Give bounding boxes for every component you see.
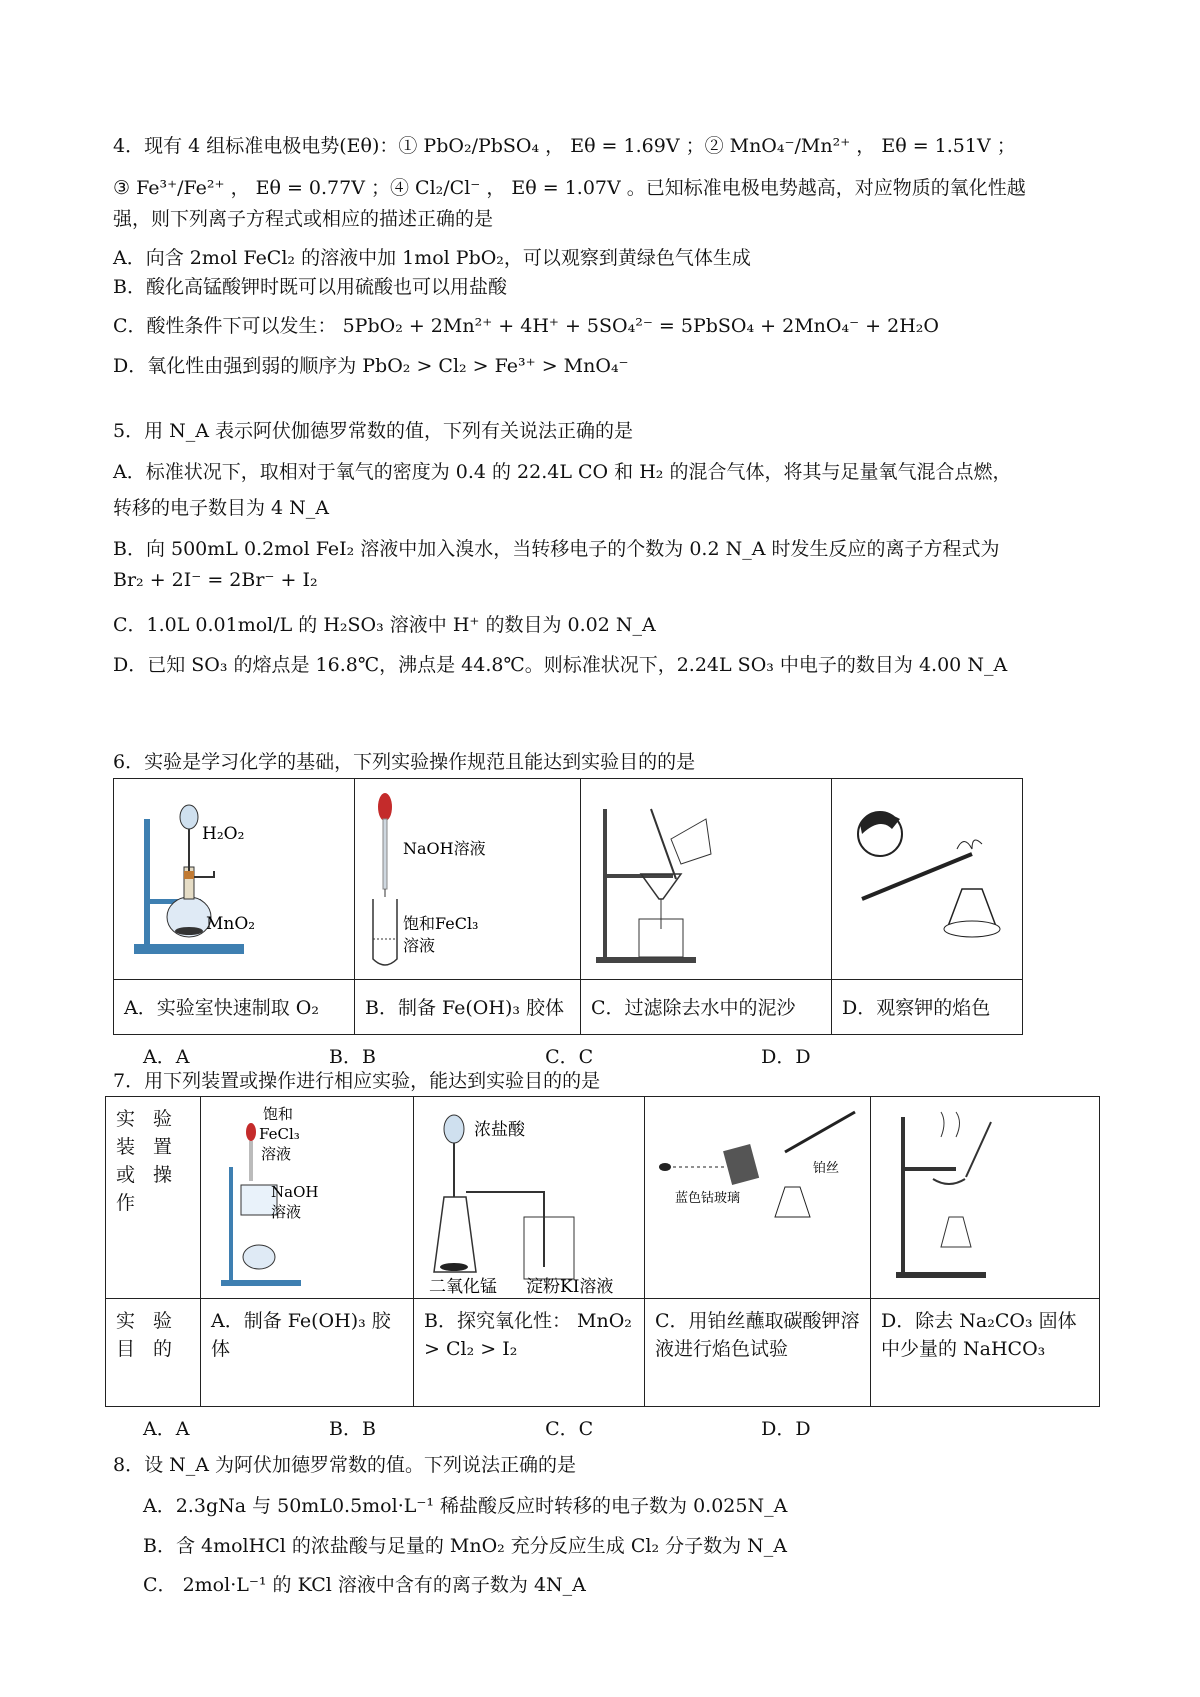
q7-a-label-3: 溶液: [261, 1145, 292, 1163]
q7-a-label-5: 溶液: [271, 1203, 302, 1221]
q5-option-a-line2: 转移的电子数目为 4 N_A: [113, 497, 330, 519]
q7-a-label-1: 饱和: [263, 1105, 294, 1123]
q6-stem: 6．实验是学习化学的基础，下列实验操作规范且能达到实验目的的是: [113, 751, 696, 773]
q7-b-label-2: 二氧化锰: [429, 1277, 497, 1297]
cobalt-glass-flame-diagram: [645, 1097, 870, 1297]
q7-options: [143, 1414, 911, 1441]
solution-label: 溶液: [403, 936, 436, 955]
q5-option-b-line1: B．向 500mL 0.2mol FeI₂ 溶液中加入溴水，当转移电子的个数为 0.2 N_A 时发生反应的离子方程式为: [113, 538, 1000, 560]
q6-table: [113, 778, 1023, 1035]
oxygen-generator-diagram: [114, 779, 354, 979]
q5-option-b-line2: Br₂ + 2I⁻ = 2Br⁻ + I₂: [113, 569, 318, 591]
q6-figure-d: [832, 779, 1023, 980]
q7-figure-d: [871, 1097, 1100, 1299]
q4-stem-line1: 4．现有 4 组标准电极电势(Eθ)：① PbO₂/PbSO₄ ， Eθ = 1.69V ；② MnO₄⁻/Mn²⁺ ， Eθ = 1.51V ；: [113, 135, 1016, 157]
q7-a-label-4: NaOH: [271, 1183, 319, 1201]
q6-cell-c: C．过滤除去水中的泥沙: [581, 980, 832, 1035]
mno2-label: MnO₂: [206, 914, 256, 934]
q7-figure-b: [414, 1097, 645, 1299]
q5-stem: 5．用 N_A 表示阿伏伽德罗常数的值，下列有关说法正确的是: [113, 420, 634, 442]
q5-option-d: D．已知 SO₃ 的熔点是 16.8℃，沸点是 44.8℃。则标准状况下，2.24L SO₃ 中电子的数目为 4.00 N_A: [113, 654, 1008, 676]
q6-option-d[interactable]: D．D: [761, 1046, 811, 1068]
q6-options: [143, 1042, 911, 1069]
colloid-prep-diagram: [201, 1097, 413, 1297]
q6-option-a[interactable]: A．A: [143, 1046, 190, 1068]
q6-cell-b: B．制备 Fe(OH)₃ 胶体: [355, 980, 581, 1035]
q6-figure-b: [355, 779, 581, 980]
q5-option-a-line1: A．标准状况下，取相对于氧气的密度为 0.4 的 22.4L CO 和 H₂ 的混合气体，将其与足量氧气混合点燃，: [113, 461, 1012, 483]
q7-b-label-3: 淀粉KI溶液: [526, 1277, 614, 1297]
q7-option-d[interactable]: D．D: [761, 1418, 811, 1440]
q7-table: [105, 1096, 1100, 1407]
q7-cell-a: A．制备 Fe(OH)₃ 胶体: [201, 1299, 414, 1407]
flame-test-diagram: [832, 779, 1022, 979]
h2o2-label: H₂O₂: [202, 824, 245, 844]
q7-row2-header: 实 验 目 的: [106, 1299, 201, 1407]
q4-stem-line2: ③ Fe³⁺/Fe²⁺ ， Eθ = 0.77V ；④ Cl₂/Cl⁻ ， Eθ = 1.07V 。已知标准电极电势越高，对应物质的氧化性越: [113, 177, 1026, 199]
q7-stem: 7．用下列装置或操作进行相应实验，能达到实验目的的是: [113, 1070, 601, 1092]
q7-option-a[interactable]: A．A: [143, 1418, 190, 1440]
q8-option-a: A．2.3gNa 与 50mL0.5mol·L⁻¹ 稀盐酸反应时转移的电子数为 0.025N_A: [143, 1495, 788, 1517]
q7-figure-a: [201, 1097, 414, 1299]
q7-row1-header: 实 验 装 置 或 操 作: [106, 1097, 201, 1299]
q8-stem: 8．设 N_A 为阿伏加德罗常数的值。下列说法正确的是: [113, 1454, 577, 1476]
q6-option-b[interactable]: B．B: [329, 1046, 376, 1068]
q8-option-c: C． 2mol·L⁻¹ 的 KCl 溶液中含有的离子数为 4N_A: [143, 1574, 586, 1596]
q7-b-label-1: 浓盐酸: [474, 1120, 525, 1140]
filtration-diagram: [581, 779, 831, 979]
q8-option-b: B．含 4molHCl 的浓盐酸与足量的 MnO₂ 充分反应生成 Cl₂ 分子数为 N_A: [143, 1535, 788, 1557]
heating-solid-diagram: [871, 1097, 1099, 1297]
chlorine-generator-diagram: [414, 1097, 644, 1297]
q6-figure-a: [114, 779, 355, 980]
q7-option-b[interactable]: B．B: [329, 1418, 376, 1440]
q5-option-c: C．1.0L 0.01mol/L 的 H₂SO₃ 溶液中 H⁺ 的数目为 0.02 N_A: [113, 614, 656, 636]
q6-cell-a: A．实验室快速制取 O₂: [114, 980, 355, 1035]
fecl3-label: 饱和FeCl₃: [403, 914, 479, 933]
q7-a-label-2: FeCl₃: [259, 1125, 300, 1143]
q7-c-label-1: 铂丝: [813, 1161, 840, 1176]
q7-figure-c: [645, 1097, 871, 1299]
dropper-test-tube-diagram: [355, 779, 580, 979]
q7-cell-d: D．除去 Na₂CO₃ 固体中少量的 NaHCO₃: [871, 1299, 1100, 1407]
naoh-label: NaOH溶液: [403, 839, 486, 858]
q4-stem-line3: 强，则下列离子方程式或相应的描述正确的是: [113, 208, 494, 230]
q7-cell-c: C．用铂丝蘸取碳酸钾溶液进行焰色试验: [645, 1299, 871, 1407]
q7-option-c[interactable]: C．C: [545, 1418, 594, 1440]
q6-option-c[interactable]: C．C: [545, 1046, 594, 1068]
q7-cell-b: B．探究氧化性： MnO₂ > Cl₂ > I₂: [414, 1299, 645, 1407]
q4-option-b: B．酸化高锰酸钾时既可以用硫酸也可以用盐酸: [113, 276, 507, 298]
q6-cell-d: D．观察钾的焰色: [832, 980, 1023, 1035]
q4-option-d: D．氧化性由强到弱的顺序为 PbO₂ > Cl₂ > Fe³⁺ > MnO₄⁻: [113, 355, 629, 377]
q6-figure-c: [581, 779, 832, 980]
q4-option-a: A．向含 2mol FeCl₂ 的溶液中加 1mol PbO₂，可以观察到黄绿色气体生成: [113, 247, 751, 269]
q7-c-label-2: 蓝色钴玻璃: [675, 1191, 741, 1206]
q4-option-c: C．酸性条件下可以发生： 5PbO₂ + 2Mn²⁺ + 4H⁺ + 5SO₄²⁻ = 5PbSO₄ + 2MnO₄⁻ + 2H₂O: [113, 315, 939, 337]
